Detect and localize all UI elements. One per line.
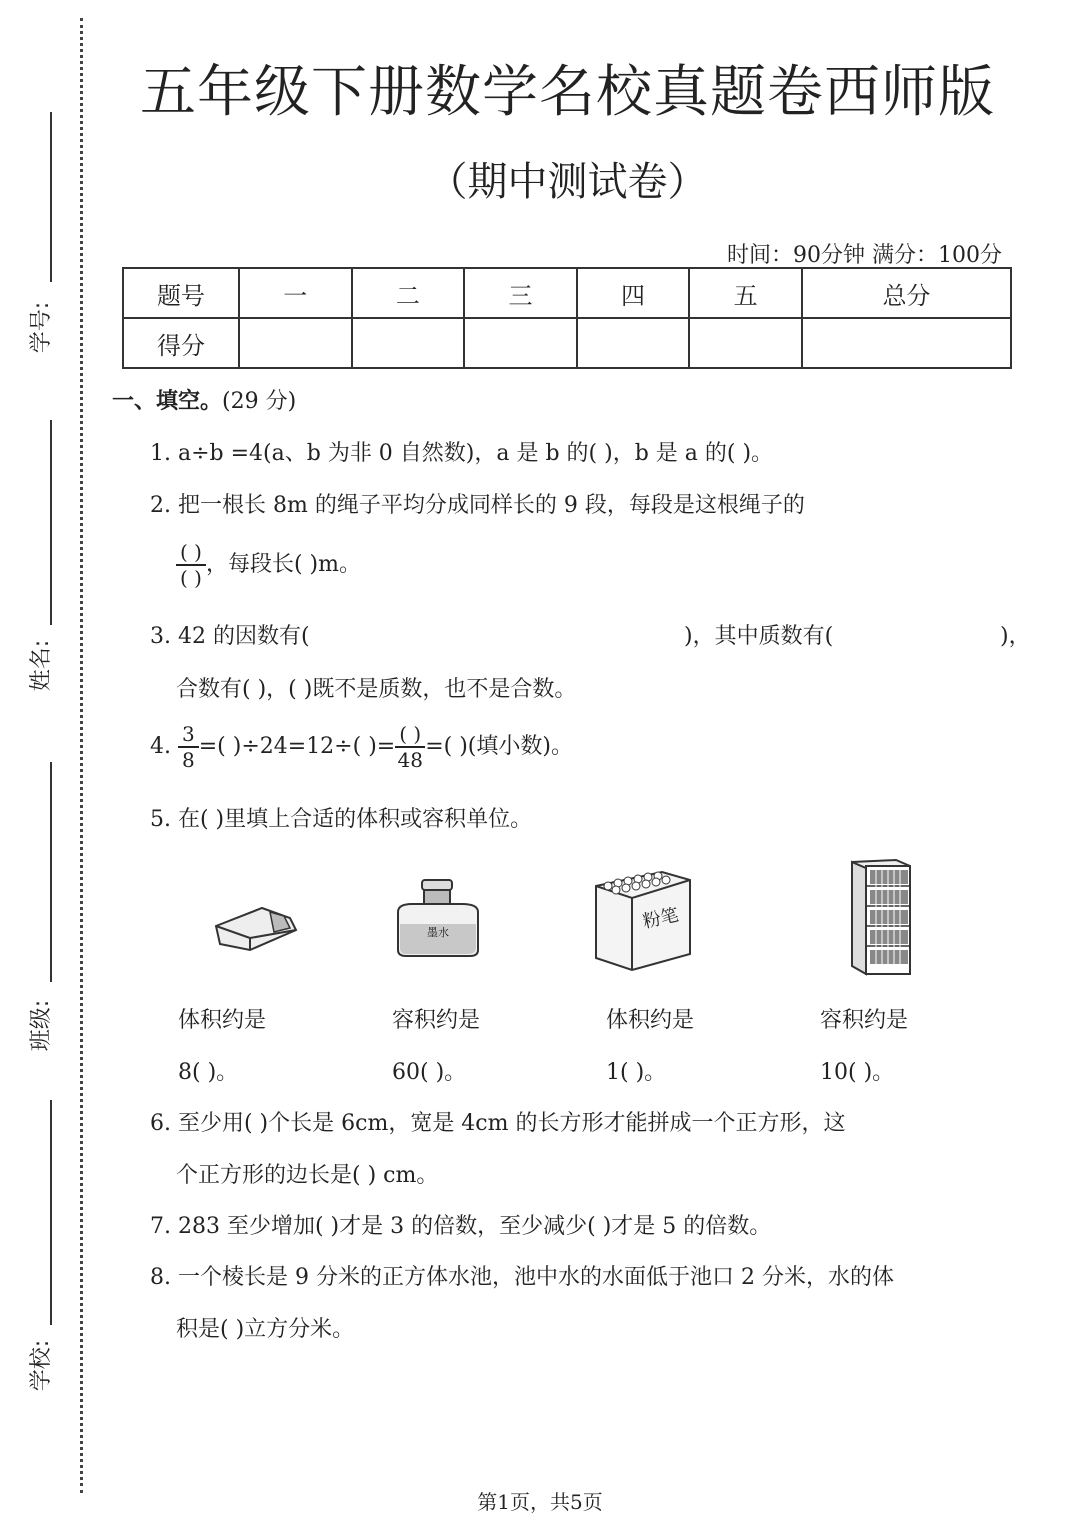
item-label: 体积约是 bbox=[178, 1008, 267, 1033]
name-line bbox=[50, 420, 52, 625]
ink-bottle-label: 墨水 bbox=[427, 926, 449, 939]
score-input-cell[interactable] bbox=[464, 318, 577, 368]
item-label: 容积约是 bbox=[820, 1008, 909, 1033]
chalk-box-label: 粉笔 bbox=[641, 904, 681, 933]
question-4 bbox=[150, 722, 573, 772]
page-footer: 第1页，共5页 bbox=[477, 1490, 603, 1514]
fraction-denominator: 8 bbox=[182, 748, 195, 772]
item-label: 体积约是 bbox=[606, 1008, 695, 1033]
item-answer: 60( )。 bbox=[392, 1060, 467, 1085]
fraction-3-8 bbox=[178, 722, 199, 772]
score-table-score-row bbox=[123, 318, 1011, 368]
page-title: 五年级下册数学名校真题卷西师版 bbox=[140, 60, 995, 125]
page-subtitle: （期中测试卷） bbox=[427, 159, 708, 205]
class-label: 班级: bbox=[29, 999, 55, 1052]
time-score-info: 时间：90分钟 满分：100分 bbox=[727, 243, 1002, 268]
question-6-line2: 个正方形的边长是( ) cm。 bbox=[176, 1163, 439, 1188]
question-3-line2: 合数有( )，( )既不是质数，也不是合数。 bbox=[176, 677, 577, 702]
school-label: 学校: bbox=[29, 1339, 55, 1392]
score-table-cell: 二 bbox=[352, 268, 465, 318]
section-heading bbox=[112, 384, 296, 415]
question-2-line2 bbox=[176, 540, 361, 590]
name-label: 姓名: bbox=[29, 639, 55, 692]
score-table-cell: 一 bbox=[239, 268, 352, 318]
question-1: 1. a÷b =4(a、b 为非 0 自然数)，a 是 b 的( )，b 是 a 的( )。 bbox=[150, 441, 774, 466]
question-3-part-b: )，其中质数有( bbox=[684, 624, 834, 649]
item-answer: 8( )。 bbox=[178, 1060, 239, 1085]
score-input-cell[interactable] bbox=[689, 318, 802, 368]
question-2-line1: 2. 把一根长 8m 的绳子平均分成同样长的 9 段，每段是这根绳子的 bbox=[150, 493, 805, 518]
ink-bottle-icon bbox=[392, 878, 488, 958]
fraction-blank[interactable] bbox=[176, 540, 206, 590]
score-table-cell: 四 bbox=[577, 268, 690, 318]
score-input-cell[interactable] bbox=[352, 318, 465, 368]
question-4-suffix: =( )(填小数)。 bbox=[425, 734, 573, 759]
score-table-cell: 五 bbox=[689, 268, 802, 318]
fraction-denominator: ( ) bbox=[180, 566, 202, 590]
score-input-cell[interactable] bbox=[239, 318, 352, 368]
fraction-denominator: 48 bbox=[397, 748, 423, 772]
score-table-cell: 题号 bbox=[123, 268, 239, 318]
question-8-line1: 8. 一个棱长是 9 分米的正方体水池，池中水的水面低于池口 2 分米，水的体 bbox=[150, 1265, 894, 1290]
question-8-line2: 积是( )立方分米。 bbox=[176, 1317, 355, 1342]
school-line bbox=[50, 1100, 52, 1325]
section-points: (29 分) bbox=[222, 389, 297, 414]
question-5: 5. 在( )里填上合适的体积或容积单位。 bbox=[150, 807, 533, 832]
chalk-box-icon bbox=[592, 866, 696, 972]
question-6-line1: 6. 至少用( )个长是 6cm，宽是 4cm 的长方形才能拼成一个正方形，这 bbox=[150, 1111, 846, 1136]
bookshelf-icon bbox=[848, 858, 914, 976]
student-id-label: 学号: bbox=[29, 301, 55, 354]
eraser-icon bbox=[212, 900, 302, 962]
question-4-middle: =( )÷24=12÷( )= bbox=[198, 734, 396, 759]
fraction-blank-48[interactable] bbox=[395, 722, 425, 772]
score-table bbox=[122, 267, 1012, 369]
score-table-cell: 三 bbox=[464, 268, 577, 318]
score-input-cell[interactable] bbox=[577, 318, 690, 368]
question-7: 7. 283 至少增加( )才是 3 的倍数，至少减少( )才是 5 的倍数。 bbox=[150, 1214, 772, 1239]
question-3-part-c: )， bbox=[1000, 624, 1031, 649]
score-input-cell[interactable] bbox=[802, 318, 1011, 368]
score-table-cell: 总分 bbox=[802, 268, 1011, 318]
fraction-numerator: ( ) bbox=[395, 722, 425, 748]
question-2-tail: ，每段长( )m。 bbox=[205, 552, 361, 577]
fraction-numerator: ( ) bbox=[176, 540, 206, 566]
binding-dashed-line bbox=[80, 18, 83, 1493]
question-4-prefix: 4. bbox=[150, 734, 171, 759]
item-answer: 10( )。 bbox=[820, 1060, 895, 1085]
section-title: 一、填空。 bbox=[112, 389, 223, 414]
item-label: 容积约是 bbox=[392, 1008, 481, 1033]
fraction-numerator: 3 bbox=[178, 722, 199, 748]
score-row-label: 得分 bbox=[123, 318, 239, 368]
score-table-header-row bbox=[123, 268, 1011, 318]
question-3-part-a: 3. 42 的因数有( bbox=[150, 624, 310, 649]
class-line bbox=[50, 762, 52, 982]
item-answer: 1( )。 bbox=[606, 1060, 667, 1085]
